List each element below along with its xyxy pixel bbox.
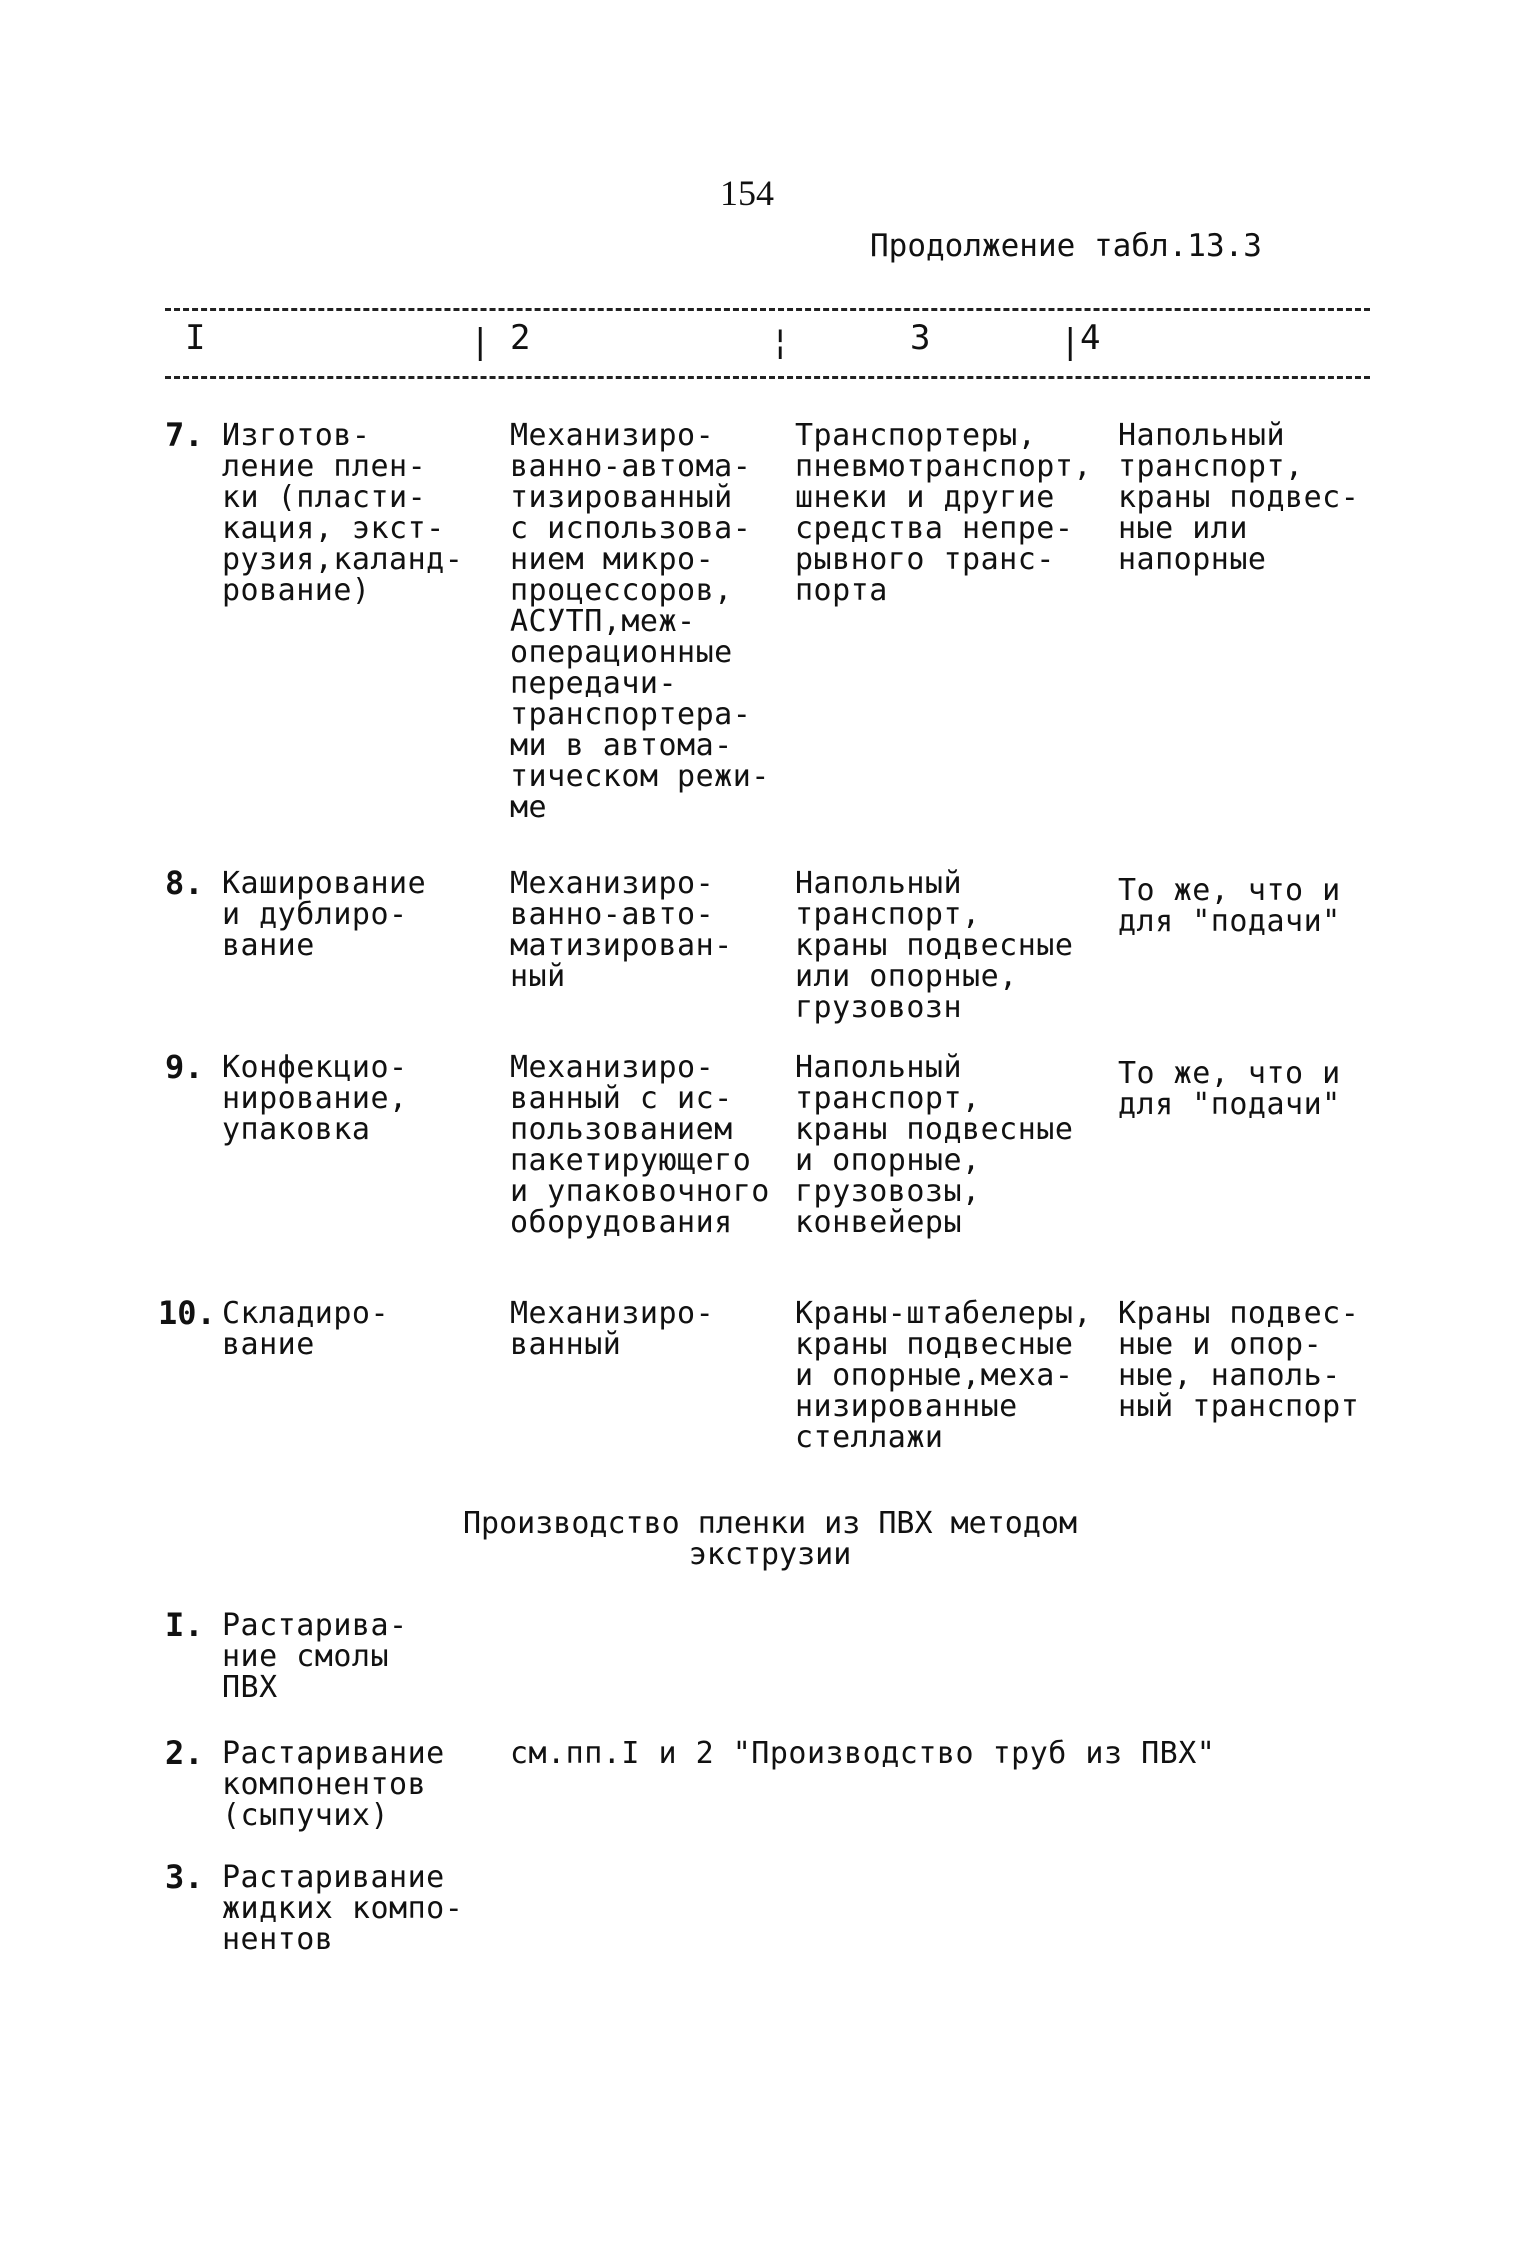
header-col3: 3 (910, 318, 931, 358)
section-row-2-reference: см.пп.I и 2 "Производство труб из ПВХ" (510, 1736, 1216, 1771)
row-9-number: 9. (165, 1048, 204, 1086)
section-row-1-operation: Растарива- ние смолы ПВХ (222, 1608, 408, 1705)
row-9-mechanization: Механизиро- ванный с ис- пользованием пакетирующего и упаковочного оборудования (510, 1050, 770, 1240)
row-10-operation: Складиро- вание (222, 1296, 390, 1362)
section-row-1-number: I. (165, 1606, 204, 1644)
table-caption: Продолжение табл.13.3 (870, 228, 1262, 264)
row-8-equipment: То же, что и для "подачи" (1118, 873, 1341, 939)
row-9-operation: Конфекцио- нирование, упаковка (222, 1050, 408, 1147)
row-8-operation: Каширование и дублиро- вание (222, 866, 427, 963)
row-8-number: 8. (165, 864, 204, 902)
section-row-2-number: 2. (165, 1734, 204, 1772)
row-7-number: 7. (165, 416, 204, 454)
header-sep-3: | (1060, 322, 1081, 362)
row-10-transport: Краны-штабелеры, краны подвесные и опорные,меха- низированные стеллажи (795, 1296, 1092, 1455)
row-7-equipment: Напольный транспорт, краны подвес- ные или напорные (1118, 418, 1360, 577)
row-10-equipment: Краны подвес- ные и опор- ные, наполь- ный транспорт (1118, 1296, 1360, 1424)
row-8-transport: Напольный транспорт, краны подвесные или опорные, грузовозн (795, 866, 1074, 1025)
table-top-rule (165, 308, 1370, 311)
row-7-transport: Транспортеры, пневмотранспорт, шнеки и другие средства непре- рывного транс- порта (795, 418, 1092, 608)
row-7-mechanization: Механизиро- ванно-автома- тизированный с использова- нием микро- процессоров, АСУТП,меж- операционные передачи- транспортера- ми в автома- тическом режи- ме (510, 418, 770, 825)
header-sep-2: ¦ (770, 322, 791, 362)
header-col1: I (185, 318, 206, 358)
section-row-2-operation: Растаривание компонентов (сыпучих) (222, 1736, 445, 1833)
page-number: 154 (720, 173, 774, 213)
row-10-number: 10. (158, 1294, 216, 1332)
header-sep-1: | (470, 322, 491, 362)
row-8-mechanization: Механизиро- ванно-авто- матизирован- ный (510, 866, 733, 994)
section-title: Производство пленки из ПВХ методом экструзии (462, 1506, 1078, 1572)
row-10-mechanization: Механизиро- ванный (510, 1296, 715, 1362)
row-9-transport: Напольный транспорт, краны подвесные и опорные, грузовозы, конвейеры (795, 1050, 1074, 1240)
row-7-operation: Изготов- ление плен- ки (пласти- кация, экст- рузия,каланд- рование) (222, 418, 464, 608)
section-row-3-operation: Растаривание жидких компо- нентов (222, 1860, 464, 1957)
header-col2: 2 (510, 318, 531, 358)
table-header-rule (165, 376, 1370, 379)
header-col4: 4 (1080, 318, 1101, 358)
row-9-equipment: То же, что и для "подачи" (1118, 1056, 1341, 1122)
section-row-3-number: 3. (165, 1858, 204, 1896)
